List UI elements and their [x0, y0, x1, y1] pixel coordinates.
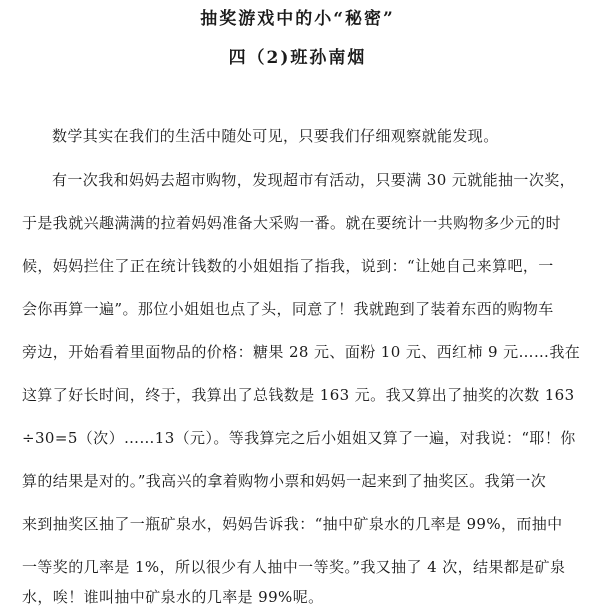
paragraph-2-line-9: 来到抽奖区抽了一瓶矿泉水，妈妈告诉我：“抽中矿泉水的几率是 99%，而抽中: [22, 515, 563, 533]
paragraph-2-line-6: 这算了好长时间，终于，我算出了总钱数是 163 元。我又算出了抽奖的次数 163: [22, 386, 575, 404]
paragraph-2-line-1: 有一次我和妈妈去超市购物，发现超市有活动，只要满 30 元就能抽一次奖，: [52, 171, 576, 189]
paragraph-2-line-2: 于是我就兴趣满满的拉着妈妈准备大采购一番。就在要统计一共购物多少元的时: [22, 214, 562, 232]
paragraph-2-line-5: 旁边，开始看着里面物品的价格：糖果 28 元、面粉 10 元、西红柿 9 元……我在: [22, 343, 581, 361]
paragraph-2-line-7: ÷30=5（次）……13（元）。等我算完之后小姐姐又算了一遍，对我说：“耶！你: [22, 429, 576, 447]
paragraph-2-line-11: 水，唉！谁叫抽中矿泉水的几率是 99%呢。: [22, 588, 324, 606]
document-title: 抽奖游戏中的小“秘密”: [200, 9, 395, 29]
paragraph-2-line-3: 候，妈妈拦住了正在统计钱数的小姐姐指了指我，说到：“让她自己来算吧，一: [22, 257, 554, 275]
paragraph-2-line-4: 会你再算一遍”。那位小姐姐也点了头，同意了！我就跑到了装着东西的购物车: [22, 300, 554, 318]
paragraph-1-line-1: 数学其实在我们的生活中随处可见，只要我们仔细观察就能发现。: [52, 127, 499, 145]
paragraph-2-line-10: 一等奖的几率是 1%，所以很少有人抽中一等奖。”我又抽了 4 次，结果都是矿泉: [22, 558, 566, 576]
document-byline: 四（2)班孙南烟: [228, 48, 367, 68]
paragraph-2-line-8: 算的结果是对的。”我高兴的拿着购物小票和妈妈一起来到了抽奖区。我第一次: [22, 472, 547, 490]
